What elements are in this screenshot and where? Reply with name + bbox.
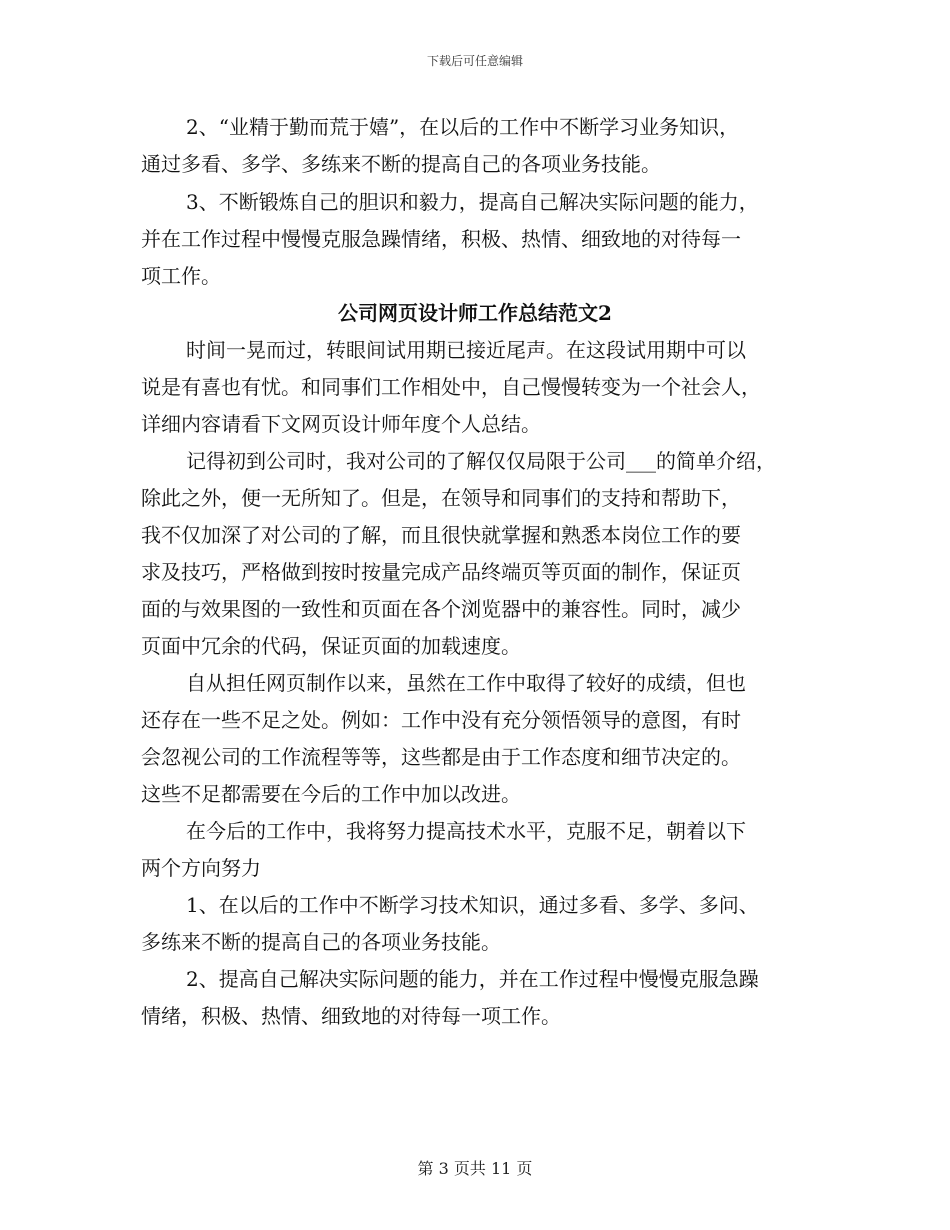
body-line: 2、提高自己解决实际问题的能力，并在工作过程中慢慢克服急躁 [186, 967, 759, 991]
body-line: 在今后的工作中，我将努力提高技术水平，克服不足，朝着以下 [186, 819, 746, 843]
body-line: 面的与效果图的一致性和页面在各个浏览器中的兼容性。同时，减少 [141, 597, 741, 621]
body-line: 除此之外，便一无所知了。但是，在领导和同事们的支持和帮助下， [141, 486, 741, 510]
body-line: 页面中冗余的代码，保证页面的加载速度。 [141, 634, 521, 658]
section-title: 公司网页设计师工作总结范文2 [338, 301, 612, 325]
body-line: 2、“业精于勤而荒于嬉”，在以后的工作中不断学习业务知识， [186, 115, 740, 139]
body-line: 求及技巧，严格做到按时按量完成产品终端页等页面的制作，保证页 [141, 560, 741, 584]
body-line: 说是有喜也有忧。和同事们工作相处中，自己慢慢转变为一个社会人， [141, 375, 761, 399]
body-line: 两个方向努力 [141, 856, 261, 880]
body-line: 情绪，积极、热情、细致地的对待每一项工作。 [141, 1004, 561, 1028]
body-line: 我不仅加深了对公司的了解，而且很快就掌握和熟悉本岗位工作的要 [141, 523, 741, 547]
body-line: 3、不断锻炼自己的胆识和毅力，提高自己解决实际问题的能力， [186, 190, 759, 214]
body-line: 1、在以后的工作中不断学习技术知识，通过多看、多学、多问、 [186, 893, 759, 917]
page-header: 下载后可任意编辑 [426, 54, 523, 68]
body-line: 时间一晃而过，转眼间试用期已接近尾声。在这段试用期中可以 [186, 338, 746, 362]
body-line: 记得初到公司时，我对公司的了解仅仅局限于公司___的简单介绍， [186, 449, 776, 473]
page-number: 第 3 页共 11 页 [417, 1159, 533, 1178]
body-line: 项工作。 [141, 264, 221, 288]
body-line: 通过多看、多学、多练来不断的提高自己的各项业务技能。 [141, 152, 661, 176]
body-line: 还存在一些不足之处。例如：工作中没有充分领悟领导的意图，有时 [141, 708, 741, 732]
body-line: 会忽视公司的工作流程等等，这些都是由于工作态度和细节决定的。 [141, 745, 741, 769]
body-line: 并在工作过程中慢慢克服急躁情绪，积极、热情、细致地的对待每一 [141, 227, 741, 251]
body-line: 详细内容请看下文网页设计师年度个人总结。 [141, 412, 541, 436]
body-line: 自从担任网页制作以来，虽然在工作中取得了较好的成绩，但也 [186, 671, 746, 695]
body-line: 多练来不断的提高自己的各项业务技能。 [141, 930, 501, 954]
body-line: 这些不足都需要在今后的工作中加以改进。 [141, 782, 521, 806]
